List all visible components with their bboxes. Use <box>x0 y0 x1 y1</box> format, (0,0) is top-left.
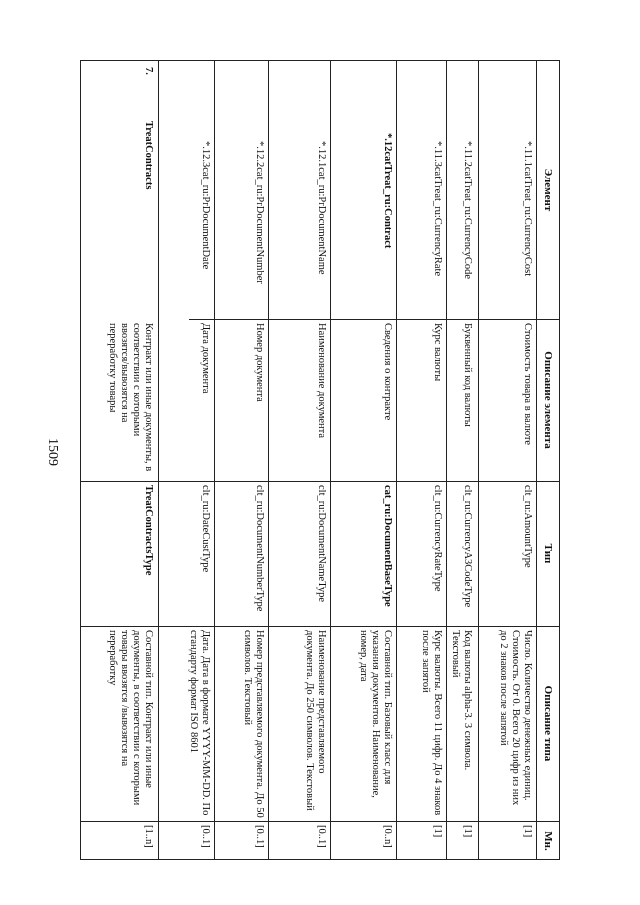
row-11-1-mult: [1] <box>522 825 533 838</box>
row-12-3-desc: Дата документа <box>200 323 211 394</box>
row-12-2-name: *.12.2cat_ru:PrDocumentNumber <box>254 141 265 284</box>
row-7-type-desc: Составной тип. Контракт или иные документы, в соответствии с которыми товары ввозятся /вывозятся на переработку <box>107 630 154 806</box>
specification-table <box>80 60 560 860</box>
header-element-desc: Описание элемента <box>542 351 554 449</box>
row-11-3-name: *.11.3catTreat_ru:CurrencyRate <box>432 141 443 277</box>
row-12-1-type-desc: Наименование представляемого документа. До 250 символов. Текстовый <box>304 630 327 811</box>
rotated-table-page <box>80 60 560 860</box>
row-12-3-mult: [0..1] <box>200 825 211 848</box>
row-12-name: *.12catTreat_ru:Contract <box>382 133 393 249</box>
row-12-1-desc: Наименование документа <box>316 323 327 438</box>
row-7-name: TreatContracts <box>143 121 154 190</box>
header-multiplicity: Мн. <box>542 831 554 851</box>
row-12-1-type: clt_ru:DocumentNameType <box>316 485 327 603</box>
row-12-mult: [0..n] <box>382 825 393 848</box>
row-11-3-desc: Курс валюты <box>432 323 443 382</box>
row-12-2-desc: Номер документа <box>254 323 265 402</box>
row-7-num: 7. <box>143 67 154 75</box>
row-11-2-name: *.11.2catTreat_ru:CurrencyCode <box>462 141 473 280</box>
row-12-3-type-desc: Дата. Дата в формате YYYY-MM-DD. По стандарту формат ISO 8601 <box>188 630 211 816</box>
header-element: Элемент <box>542 168 554 212</box>
row-12-1-name: *.12.1cat_ru:PrDocumentName <box>316 141 327 275</box>
row-7-type: TreatContractsType <box>143 485 154 576</box>
row-11-3-type-desc: Курс валюты. Всего 11 цифр. До 4 знаков после запятой <box>420 630 443 816</box>
row-12-type: cat_ru:DocumentBaseType <box>382 485 393 607</box>
row-12-type-desc: Составной тип. Базовый класс для указания документов. Наименование, номер, дата <box>358 630 393 798</box>
row-12-3-type: clt_ru:DateCustType <box>200 485 211 573</box>
header-type-desc: Описание типа <box>542 685 554 762</box>
row-11-2-mult: [1] <box>462 825 473 838</box>
row-12-3-name: *.12.3cat_ru:PrDocumentDate <box>200 141 211 270</box>
row-12-desc: Сведения о контракте <box>382 323 393 421</box>
row-11-2-desc: Буквенный код валюты <box>462 323 473 427</box>
row-12-2-mult: [0..1] <box>254 825 265 848</box>
row-11-2-type: clt_ru:CurrencyA3CodeType <box>462 485 473 608</box>
row-11-2-type-desc: Код валюты alpha-3. 3 символа. Текстовый <box>450 630 473 771</box>
row-11-3-mult: [1] <box>432 825 443 838</box>
row-11-1-type: clt_ru:AmountType <box>522 485 533 568</box>
row-11-3-type: clt_ru:CurrencyRateType <box>432 485 443 592</box>
page-number: 1509 <box>45 438 60 466</box>
row-11-1-name: *.11.1catTreat_ru:CurrencyCost <box>522 141 533 277</box>
header-type: Тип <box>542 543 554 564</box>
row-12-1-mult: [0..1] <box>316 825 327 848</box>
row-7-mult: [1..n] <box>143 825 154 848</box>
row-11-1-desc: Стоимость товара в валюте <box>522 323 533 446</box>
row-12-2-type-desc: Номер представляемого документа. До 50 символов. Текстовый <box>242 630 265 818</box>
row-11-1-type-desc: Число. Количество денежных единиц. Стоимость. От 0. Всего 20 цифр из них до 2 знаков после запятой <box>498 630 533 806</box>
row-7-desc: Контракт или иные документы, в соответствии с которыми ввозятся/вывозятся на переработку товары <box>107 323 154 472</box>
row-12-2-type: clt_ru:DocumentNumberType <box>254 485 265 612</box>
